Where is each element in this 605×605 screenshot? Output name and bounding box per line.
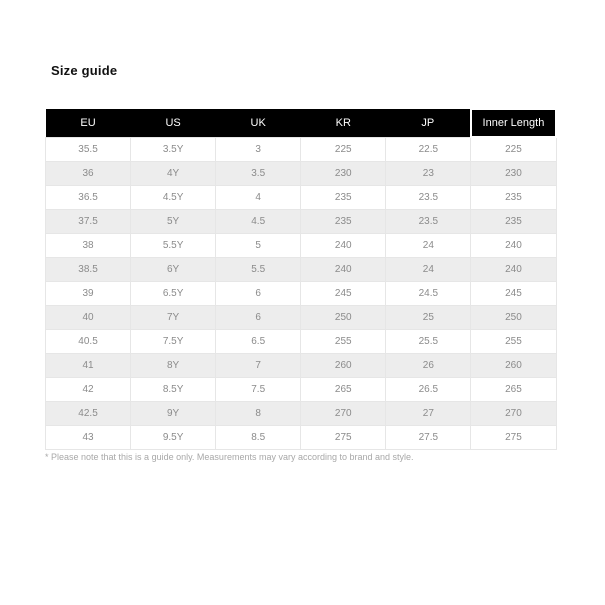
table-cell: 43 [46,426,131,450]
table-cell: 240 [471,258,556,282]
table-cell: 27 [386,402,471,426]
table-cell: 6.5 [216,330,301,354]
table-cell: 8.5 [216,426,301,450]
table-cell: 6Y [131,258,216,282]
table-row [46,137,557,162]
table-row [46,234,557,258]
table-cell: 230 [301,162,386,186]
disclaimer-footnote: * Please note that this is a guide only. Measurements may vary according to brand and style. [45,452,414,462]
table-cell: 255 [301,330,386,354]
table-cell: 42.5 [46,402,131,426]
table-cell: 3 [216,137,301,162]
table-cell: 275 [301,426,386,450]
table-cell: 7.5 [216,378,301,402]
table-cell: 36.5 [46,186,131,210]
size-guide-table [45,108,557,450]
table-cell: 6 [216,306,301,330]
table-row [46,186,557,210]
table-cell: 235 [471,186,556,210]
table-cell: 8Y [131,354,216,378]
table-cell: 225 [301,137,386,162]
size-table-body [46,137,557,450]
table-cell: 235 [301,210,386,234]
table-cell: 275 [471,426,556,450]
table-cell: 9Y [131,402,216,426]
table-cell: 3.5 [216,162,301,186]
table-cell: 22.5 [386,137,471,162]
table-cell: 270 [301,402,386,426]
table-cell: 250 [301,306,386,330]
table-cell: 235 [301,186,386,210]
table-cell: 26.5 [386,378,471,402]
table-cell: 235 [471,210,556,234]
table-row [46,306,557,330]
table-row [46,402,557,426]
table-cell: 26 [386,354,471,378]
table-cell: 260 [471,354,556,378]
table-cell: 5.5 [216,258,301,282]
table-cell: 7.5Y [131,330,216,354]
table-cell: 240 [301,234,386,258]
table-cell: 36 [46,162,131,186]
table-cell: 4.5Y [131,186,216,210]
table-cell: 24 [386,258,471,282]
size-guide-table-container [45,108,557,450]
column-header-kr: KR [301,109,386,137]
table-cell: 4.5 [216,210,301,234]
table-cell: 8 [216,402,301,426]
table-row [46,258,557,282]
table-cell: 240 [301,258,386,282]
table-row [46,426,557,450]
table-cell: 40.5 [46,330,131,354]
table-cell: 38 [46,234,131,258]
table-cell: 41 [46,354,131,378]
size-table-header [46,109,557,137]
table-cell: 260 [301,354,386,378]
table-cell: 5 [216,234,301,258]
column-header-inner-length: Inner Length [471,109,556,137]
table-cell: 240 [471,234,556,258]
table-cell: 7 [216,354,301,378]
table-row [46,210,557,234]
column-header-jp: JP [386,109,471,137]
table-cell: 6.5Y [131,282,216,306]
table-cell: 40 [46,306,131,330]
table-cell: 265 [471,378,556,402]
table-cell: 25 [386,306,471,330]
table-cell: 245 [471,282,556,306]
table-cell: 24.5 [386,282,471,306]
table-cell: 265 [301,378,386,402]
table-cell: 8.5Y [131,378,216,402]
table-row [46,282,557,306]
table-cell: 35.5 [46,137,131,162]
table-cell: 25.5 [386,330,471,354]
table-cell: 245 [301,282,386,306]
table-cell: 4Y [131,162,216,186]
table-cell: 6 [216,282,301,306]
column-header-us: US [131,109,216,137]
table-cell: 3.5Y [131,137,216,162]
table-cell: 37.5 [46,210,131,234]
table-cell: 39 [46,282,131,306]
table-cell: 23 [386,162,471,186]
column-header-uk: UK [216,109,301,137]
table-cell: 27.5 [386,426,471,450]
table-cell: 38.5 [46,258,131,282]
table-cell: 5.5Y [131,234,216,258]
table-cell: 7Y [131,306,216,330]
table-row [46,354,557,378]
column-header-eu: EU [46,109,131,137]
table-cell: 5Y [131,210,216,234]
table-cell: 23.5 [386,186,471,210]
table-row [46,378,557,402]
table-cell: 250 [471,306,556,330]
table-cell: 225 [471,137,556,162]
table-cell: 230 [471,162,556,186]
table-cell: 23.5 [386,210,471,234]
table-row [46,330,557,354]
table-cell: 42 [46,378,131,402]
table-cell: 24 [386,234,471,258]
table-cell: 9.5Y [131,426,216,450]
header-row [46,109,557,137]
table-cell: 4 [216,186,301,210]
table-cell: 270 [471,402,556,426]
page-title: Size guide [51,63,118,78]
table-cell: 255 [471,330,556,354]
table-row [46,162,557,186]
